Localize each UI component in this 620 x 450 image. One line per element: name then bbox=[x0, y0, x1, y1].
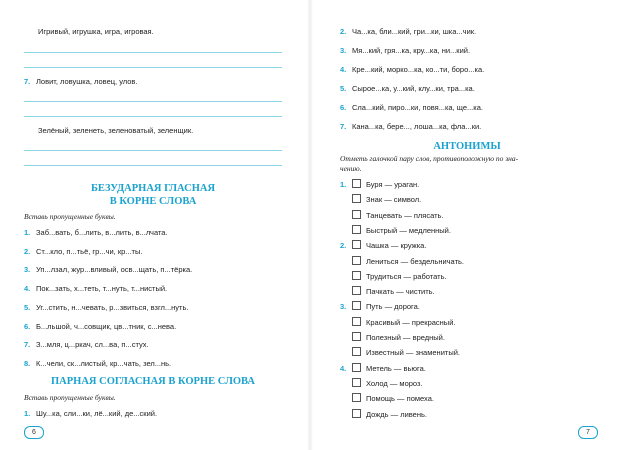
antonym-pair-text: Танцевать — плясать. bbox=[366, 210, 444, 220]
antonym-pair-text: Полезный — вредный. bbox=[366, 333, 445, 342]
antonym-pair-text: Чашка — кружка. bbox=[366, 241, 427, 251]
antonym-option bbox=[340, 256, 464, 267]
checkbox[interactable] bbox=[352, 179, 361, 188]
top-word-line: Игривый, игрушка, игра, игровая. bbox=[38, 27, 154, 36]
checkbox[interactable] bbox=[352, 393, 361, 402]
exercise-item bbox=[24, 247, 142, 257]
exercise-number: 8. bbox=[24, 358, 31, 368]
antonym-pair-text: Лениться — бездельничать. bbox=[366, 256, 464, 266]
checkbox[interactable] bbox=[352, 256, 361, 265]
checkbox[interactable] bbox=[352, 240, 361, 249]
exercise-text: К...чели, ск...листый, кр...чать, зел...нь. bbox=[36, 358, 172, 368]
section-title-line: В КОРНЕ СЛОВА bbox=[109, 196, 197, 207]
exercise-text: Уп...лзал, жур...вливый, осв...щать, п...тёрка. bbox=[36, 265, 193, 275]
exercise-number: 5. bbox=[24, 302, 31, 312]
exercise-item bbox=[340, 46, 470, 56]
antonym-pair-text: Пачкать — чистить. bbox=[366, 287, 435, 297]
checkbox[interactable] bbox=[352, 210, 361, 219]
green-word-line: Зелёный, зеленеть, зеленоватый, зеленщик. bbox=[38, 126, 194, 135]
group-number: 1. bbox=[340, 180, 347, 189]
exercise-7 bbox=[24, 77, 138, 87]
answer-rule bbox=[24, 165, 282, 166]
exercise-item bbox=[340, 84, 475, 94]
answer-rule bbox=[24, 67, 282, 68]
exercise-item bbox=[340, 122, 481, 132]
antonym-option bbox=[340, 347, 460, 358]
exercise-item bbox=[24, 303, 188, 313]
antonym-pair-text: Известный — знаменитый. bbox=[366, 348, 460, 358]
group-number: 2. bbox=[340, 241, 347, 251]
antonym-option bbox=[340, 194, 421, 205]
section-instruction: чению. bbox=[340, 164, 362, 173]
exercise-number: 7. bbox=[24, 340, 31, 350]
exercise-text: Мя...кий, гря...ка, кру...ка, ни...кий. bbox=[352, 46, 471, 55]
antonym-option bbox=[340, 210, 444, 221]
section-instruction: Вставь пропущенные буквы. bbox=[24, 212, 116, 221]
exercise-number: 4. bbox=[340, 65, 347, 74]
exercise-item bbox=[24, 409, 157, 419]
exercise-text: Кана...ка, бере..., лоша...ка, фла...ки. bbox=[352, 122, 482, 131]
checkbox[interactable] bbox=[352, 347, 361, 356]
checkbox[interactable] bbox=[352, 271, 361, 280]
exercise-text: Кре...кий, морко...ка, ко...ти, боро...ка. bbox=[352, 65, 485, 74]
section-instruction: Вставь пропущенные буквы. bbox=[24, 393, 116, 402]
exercise-number: 4. bbox=[24, 284, 31, 294]
checkbox[interactable] bbox=[352, 301, 361, 310]
antonym-option bbox=[340, 378, 423, 389]
antonym-option bbox=[340, 271, 447, 282]
exercise-text: Ловит, ловушка, ловец, улов. bbox=[36, 77, 138, 86]
antonym-option bbox=[340, 393, 434, 404]
exercise-item bbox=[24, 228, 168, 238]
checkbox[interactable] bbox=[352, 286, 361, 295]
answer-rule bbox=[24, 52, 282, 53]
antonym-pair-text: Буря — ураган. bbox=[366, 180, 420, 189]
exercise-number: 7. bbox=[340, 122, 347, 131]
exercise-number: 1. bbox=[24, 409, 31, 418]
exercise-number: 7. bbox=[24, 77, 31, 86]
exercise-text: Уг...стить, н...чевать, р...звиться, взгл...нуть. bbox=[36, 302, 189, 312]
exercise-item bbox=[24, 322, 176, 332]
exercise-text: Сыроe...ка, у...кий, клу...ки, тра...ка. bbox=[352, 84, 475, 93]
exercise-text: Пок...зать, х...теть, т...нуть, т...нистый. bbox=[36, 284, 168, 294]
exercise-item bbox=[24, 284, 167, 294]
checkbox[interactable] bbox=[352, 363, 361, 372]
antonym-pair-text: Быстрый — медленный. bbox=[366, 225, 451, 235]
exercise-text: Б...льшой, ч...совщик, цв...тник, с...нева. bbox=[36, 321, 177, 331]
answer-rule bbox=[24, 116, 282, 117]
checkbox[interactable] bbox=[352, 194, 361, 203]
exercise-text: Ст...кло, п...тьё, гр...чи, кр...ты. bbox=[36, 246, 143, 256]
exercise-text: Заб...вать, б...лить, в...лить, в...лчата. bbox=[36, 228, 168, 237]
checkbox[interactable] bbox=[352, 225, 361, 234]
section-instruction: Отметь галочкой пару слов, противоположную по зна- bbox=[340, 154, 519, 163]
exercise-item bbox=[24, 340, 149, 350]
exercise-item bbox=[340, 103, 483, 113]
section-title-line: БЕЗУДАРНАЯ ГЛАСНАЯ bbox=[90, 183, 216, 194]
exercise-number: 5. bbox=[340, 84, 347, 93]
answer-rule bbox=[24, 101, 282, 102]
exercise-item bbox=[24, 359, 171, 369]
exercise-number: 3. bbox=[340, 46, 347, 55]
antonym-pair-text: Знак — символ. bbox=[366, 195, 422, 205]
exercise-number: 2. bbox=[24, 246, 31, 256]
exercise-item bbox=[340, 27, 476, 37]
antonym-pair-text: Дождь — ливень. bbox=[366, 409, 427, 419]
checkbox[interactable] bbox=[352, 332, 361, 341]
antonym-pair-text: Метель — вьюга. bbox=[366, 363, 426, 373]
antonym-option bbox=[340, 286, 435, 297]
exercise-number: 1. bbox=[24, 228, 31, 237]
group-number: 3. bbox=[340, 302, 347, 312]
right-page bbox=[310, 0, 620, 450]
antonym-option bbox=[340, 409, 427, 420]
exercise-number: 3. bbox=[24, 265, 31, 275]
antonym-option bbox=[340, 317, 455, 328]
page-number: 7 bbox=[578, 426, 598, 439]
antonym-pair-text: Холод — мороз. bbox=[366, 378, 423, 388]
antonym-option bbox=[340, 240, 426, 251]
checkbox[interactable] bbox=[352, 317, 361, 326]
antonym-pair-text: Трудиться — работать. bbox=[366, 271, 447, 281]
checkbox[interactable] bbox=[352, 409, 361, 418]
section-title-paired-consonant: ПАРНАЯ СОГЛАСНАЯ В КОРНЕ СЛОВА bbox=[51, 376, 255, 387]
antonym-pair-text: Помощь — помеха. bbox=[366, 394, 434, 404]
exercise-item bbox=[24, 265, 192, 275]
antonym-option bbox=[340, 301, 420, 312]
exercise-text: З...мля, ц...ркач, сл...ва, п...стух. bbox=[36, 340, 149, 350]
exercise-text: Ча...ка, бли...кий, гри...ки, шка...чик. bbox=[352, 27, 477, 36]
answer-rule bbox=[24, 150, 282, 151]
antonym-pair-text: Красивый — прекрасный. bbox=[366, 317, 456, 327]
exercise-number: 2. bbox=[340, 27, 347, 36]
antonym-option bbox=[340, 332, 445, 343]
antonym-pair-text: Путь — дорога. bbox=[366, 302, 420, 312]
antonym-option bbox=[340, 225, 451, 236]
page-number: 6 bbox=[24, 426, 44, 439]
antonym-option bbox=[340, 363, 426, 374]
checkbox[interactable] bbox=[352, 378, 361, 387]
exercise-number: 6. bbox=[340, 103, 347, 112]
exercise-text: Сла...кий, пиро...ки, повя...ка, ще...ка. bbox=[352, 103, 483, 112]
antonym-option bbox=[340, 179, 419, 190]
group-number: 4. bbox=[340, 363, 347, 373]
section-title-antonyms: АНТОНИМЫ bbox=[433, 141, 501, 152]
section-title-unstressed-vowel bbox=[24, 182, 282, 208]
exercise-number: 6. bbox=[24, 321, 31, 331]
exercise-item bbox=[340, 65, 484, 75]
exercise-text: Шу...ка, сли...ки, лё...кий, де...ский. bbox=[36, 409, 158, 418]
